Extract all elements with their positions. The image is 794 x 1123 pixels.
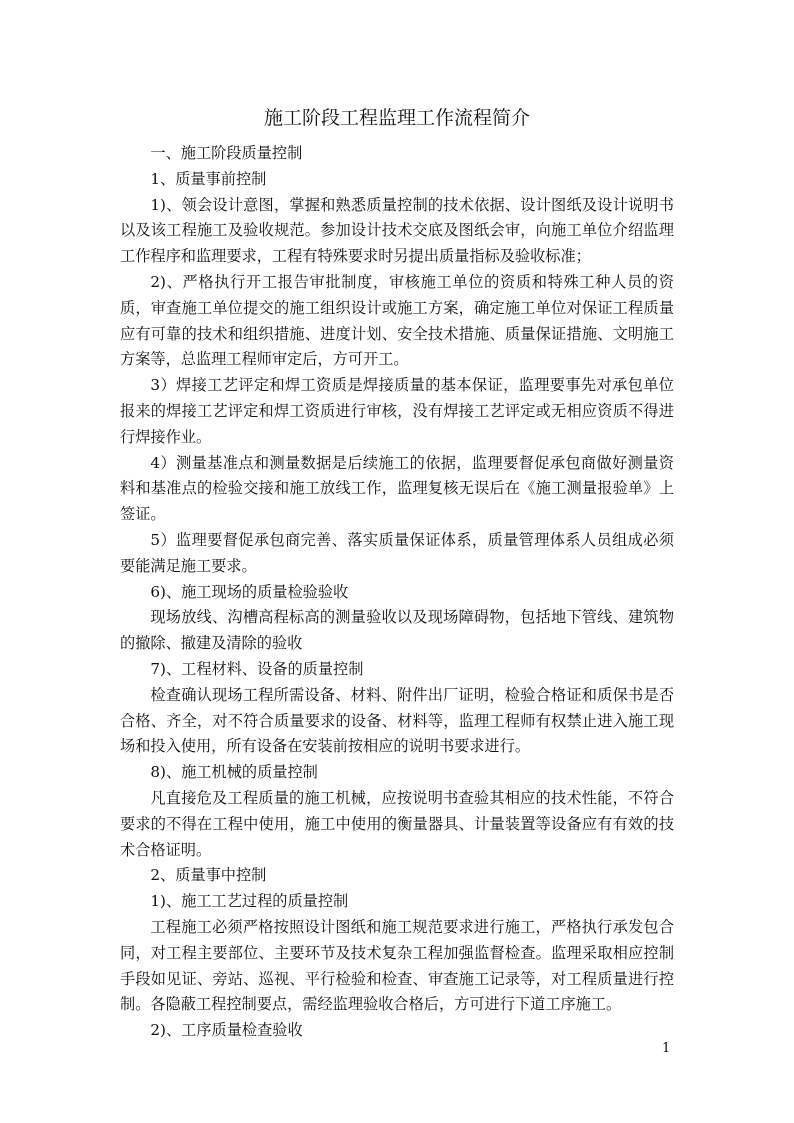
heading-pre-control: 1、质量事前控制: [150, 169, 267, 188]
heading-site-inspection: 6)、施工现场的质量检验验收: [150, 582, 349, 601]
paragraph-machinery: 凡直接危及工程质量的施工机械，应按说明书查验其相应的技术性能，不符合要求的不得在工程中使用，施工中使用的衡量器具、计量装置等设备应有有效的技术合格证明。: [120, 788, 674, 859]
paragraph-quality-system: 5）监理要督促承包商完善、落实质量保证体系，质量管理体系人员组成必须要能满足施工要求。: [120, 530, 674, 575]
heading-process-quality: 1)、施工工艺过程的质量控制: [150, 892, 349, 911]
heading-quality-control: 一、施工阶段质量控制: [150, 144, 303, 162]
heading-machinery: 8)、施工机械的质量控制: [150, 763, 318, 782]
document-title: 施工阶段工程监理工作流程简介: [263, 107, 530, 129]
paragraph-welding: 3）焊接工艺评定和焊工资质是焊接质量的基本保证，监理要事先对承包单位报来的焊接工艺评定和焊工资质进行审核，没有焊接工艺评定或无相应资质不得进行焊接作业。: [120, 376, 674, 446]
paragraph-site-inspection: 现场放线、沟槽高程标高的测量验收以及现场障碍物，包括地下管线、建筑物的撤除、撤建及清除的验收: [120, 608, 674, 653]
paragraph-process-quality: 工程施工必须严格按照设计图纸和施工规范要求进行施工，严格执行承发包合同，对工程主要部位、主要环节及技术复杂工程加强监督检查。监理采取相应控制手段如见证、旁站、巡视、平行检验和检查、审查施工记录等，对工程质量进行控制。各隐蔽工程控制要点，需经监理验收合格后，方可进行下道工序施工。: [120, 917, 674, 1014]
heading-materials: 7)、工程材料、设备的质量控制: [150, 659, 364, 678]
page-number: 1: [662, 1041, 671, 1056]
paragraph-design-intent: 1)、领会设计意图，掌握和熟悉质量控制的技术依据、设计图纸及设计说明书以及该工程施工及验收规范。参加设计技术交底及图纸会审，向施工单位介绍监理工作程序和监理要求，工程有特殊要求时另提出质量指标及验收标准；: [120, 195, 674, 266]
document-body: [120, 141, 674, 1044]
heading-procedure-acceptance: 2)、工序质量检查验收: [150, 1021, 303, 1040]
paragraph-survey: 4）测量基准点和测量数据是后续施工的依据，监理要督促承包商做好测量资料和基准点的检验交接和施工放线工作，监理复核无误后在《施工测量报验单》上签证。: [120, 453, 674, 524]
heading-in-process-control: 2、质量事中控制: [150, 866, 267, 885]
paragraph-materials: 检查确认现场工程所需设备、材料、附件出厂证明，检验合格证和质保书是否合格、齐全，对不符合质量要求的设备、材料等，监理工程师有权禁止进入施工现场和投入使用，所有设备在安装前按相应的说明书要求进行。: [120, 685, 674, 756]
paragraph-start-approval: 2)、严格执行开工报告审批制度，审核施工单位的资质和特殊工种人员的资质，审查施工单位提交的施工组织设计或施工方案，确定施工单位对保证工程质量应有可靠的技术和组织措施、进度计划、安全技术措施、质量保证措施、文明施工方案等，总监理工程师审定后，方可开工。: [120, 272, 674, 369]
